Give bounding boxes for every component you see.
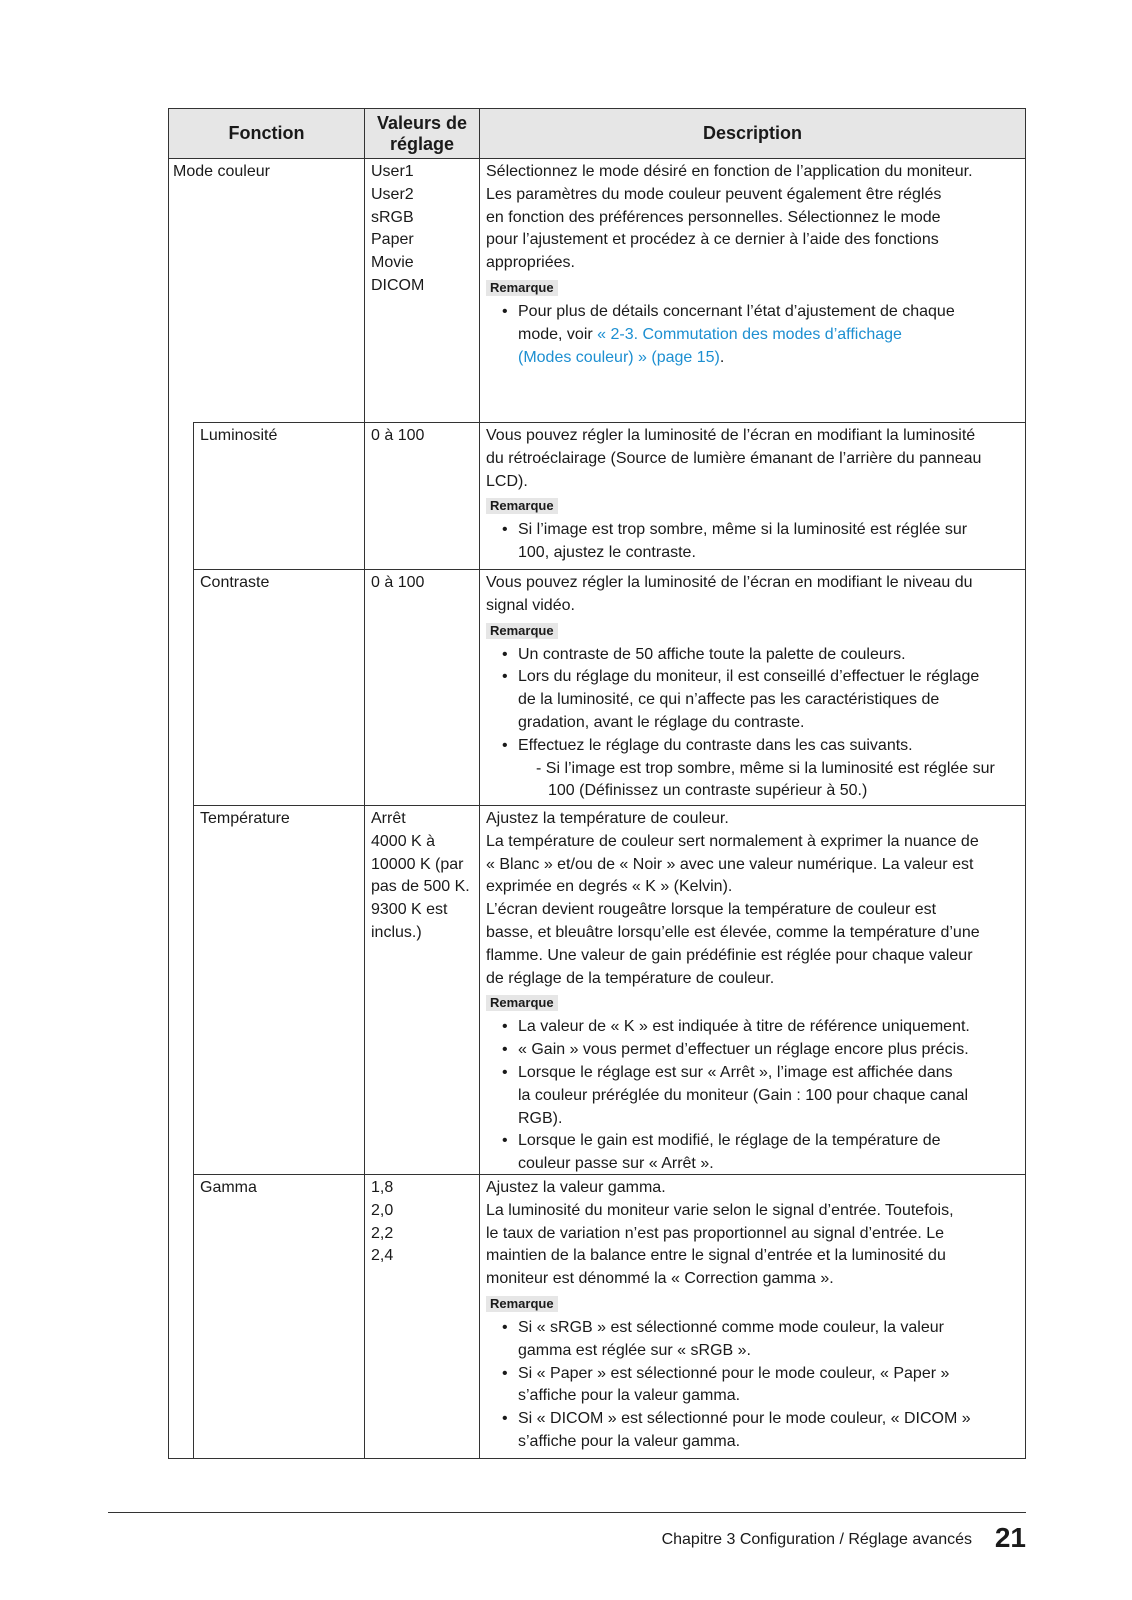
description-cell: Vous pouvez régler la luminosité de l’écran en modifiant la luminosité du rétroéclairage (Source de lumière émanant de l’arrière du panneau LCD). Remarque • Si l’image est trop sombre, même si la luminosité est réglée sur 100, ajustez le contraste. (479, 423, 1025, 569)
list-item: • Si « Paper » est sélectionné pour le mode couleur, « Paper » s’affiche pour la valeur gamma. (502, 1363, 1021, 1409)
values-cell: 1,8 2,0 2,2 2,4 (364, 1175, 479, 1458)
list-item: • Effectuez le réglage du contraste dans les cas suivants. - Si l’image est trop sombre, même si la luminosité est réglée sur 100 (Définissez un contraste supérieur à 50.) (502, 735, 1021, 803)
settings-table (168, 108, 1026, 1459)
description-cell: Ajustez la valeur gamma. La luminosité du moniteur varie selon le signal d’entrée. Toutefois, le taux de variation n’est pas proportionnel au signal d’entrée. Le maintien de la balance entre le signal d’entrée et la luminosité du moniteur est dénommé la « Correction gamma ». Remarque • Si « sRGB » est sélectionné comme mode couleur, la valeur gamma est réglée sur « sRGB ». • Si « Paper » est sélectionné pour le mode couleur, « Paper » s’affiche pour la valeur gamma. • Si « DICOM » est sélectionné pour le mode couleur, « DICOM » s’affiche pour la valeur gamma. (479, 1175, 1025, 1458)
values-cell: User1 User2 sRGB Paper Movie DICOM (364, 159, 479, 422)
header-valeurs: Valeurs de réglage (364, 109, 479, 158)
notes-list (486, 1016, 1021, 1176)
remark-label: Remarque (486, 280, 558, 296)
values-cell: 0 à 100 (364, 423, 479, 569)
remark-label: Remarque (486, 498, 558, 514)
remark-label: Remarque (486, 1296, 558, 1312)
list-item: • Pour plus de détails concernant l’état d’ajustement de chaque mode, voir « 2-3. Commutation des modes d’affichage (Modes couleur) » (page 15). (502, 301, 1021, 369)
values-cell: Arrêt 4000 K à 10000 K (par pas de 500 K. 9300 K est inclus.) (364, 806, 479, 1174)
fonction-cell: Température (193, 806, 364, 1174)
remark-label: Remarque (486, 995, 558, 1011)
crossref-link[interactable]: (Modes couleur) » (page 15) (518, 348, 720, 366)
list-item: • Lors du réglage du moniteur, il est conseillé d’effectuer le réglage de la luminosité, ce qui n’affecte pas les caractéristiques de gradation, avant le réglage du contraste. (502, 666, 1021, 734)
list-item: • « Gain » vous permet d’effectuer un réglage encore plus précis. (502, 1039, 1021, 1062)
description-cell: Sélectionnez le mode désiré en fonction de l’application du moniteur. Les paramètres du mode couleur peuvent également être réglés en fonction des préférences personnelles. Sélectionnez le mode pour l’ajustement et procédez à ce dernier à l’aide des fonctions appropriées. Remarque • Pour plus de détails concernant l’état d’ajustement de chaque mode, voir « 2-3. Commutation des modes d’affichage (Modes couleur) » (page 15). (479, 159, 1025, 422)
remark-label: Remarque (486, 623, 558, 639)
values-cell: 0 à 100 (364, 570, 479, 805)
footer-chapter: Chapitre 3 Configuration / Réglage avancés (661, 1531, 972, 1548)
list-item: • Si « sRGB » est sélectionné comme mode couleur, la valeur gamma est réglée sur « sRGB ». (502, 1317, 1021, 1363)
header-fonction: Fonction (228, 123, 305, 143)
fonction-cell: Mode couleur (173, 163, 270, 180)
sub-note: - Si l’image est trop sombre, même si la luminosité est réglée sur 100 (Définissez un contraste supérieur à 50.) (536, 759, 995, 800)
table-header (169, 109, 1025, 159)
table-row (193, 805, 1025, 1174)
table-row (193, 569, 1025, 805)
description-cell: Vous pouvez régler la luminosité de l’écran en modifiant le niveau du signal vidéo. Remarque • Un contraste de 50 affiche toute la palette de couleurs. • Lors du réglage du moniteur, il est conseillé d’effectuer le réglage de la luminosité, ce qui n’affecte pas les caractéristiques de gradation, avant le réglage du contraste. • Effectuez le réglage du contraste dans les cas suivants. - Si l’image est trop sombre, même si la luminosité est réglée sur 100 (Définissez un contraste supérieur à 50.) (479, 570, 1025, 805)
list-item: • Si l’image est trop sombre, même si la luminosité est réglée sur 100, ajustez le contraste. (502, 519, 1021, 565)
list-item: • Lorsque le réglage est sur « Arrêt », l’image est affichée dans la couleur préréglée du moniteur (Gain : 100 pour chaque canal RGB). (502, 1062, 1021, 1130)
list-item: • La valeur de « K » est indiquée à titre de référence uniquement. (502, 1016, 1021, 1039)
list-item: • Lorsque le gain est modifié, le réglage de la température de couleur passe sur « Arrêt ». (502, 1130, 1021, 1176)
table-row (193, 422, 1025, 569)
page-number: 21 (994, 1522, 1026, 1553)
fonction-cell: Gamma (193, 1175, 364, 1458)
notes-list (486, 1317, 1021, 1454)
fonction-cell: Luminosité (193, 423, 364, 569)
table-row (169, 159, 1025, 422)
notes-list (486, 644, 1021, 804)
description-cell: Ajustez la température de couleur. La température de couleur sert normalement à exprimer la nuance de « Blanc » et/ou de « Noir » avec une valeur numérique. La valeur est exprimée en degrés « K » (Kelvin). L’écran devient rougeâtre lorsque la température de couleur est basse, et bleuâtre lorsqu’elle est élevée, comme la température d’une flamme. Une valeur de gain prédéfinie est réglée pour chaque valeur de réglage de la température de couleur. Remarque • La valeur de « K » est indiquée à titre de référence uniquement. • « Gain » vous permet d’effectuer un réglage encore plus précis. • Lorsque le réglage est sur « Arrêt », l’image est affichée dans la couleur préréglée du moniteur (Gain : 100 pour chaque canal RGB). • Lorsque le gain est modifié, le réglage de la température de couleur passe sur « Arrêt ». (479, 806, 1025, 1174)
fonction-cell: Contraste (193, 570, 364, 805)
notes-list (486, 519, 1021, 565)
list-item: • Si « DICOM » est sélectionné pour le mode couleur, « DICOM » s’affiche pour la valeur gamma. (502, 1408, 1021, 1454)
list-item: • Un contraste de 50 affiche toute la palette de couleurs. (502, 644, 1021, 667)
notes-list (486, 301, 1021, 369)
footer-divider (108, 1512, 1026, 1513)
crossref-link[interactable]: « 2-3. Commutation des modes d’affichage (597, 325, 902, 343)
table-row (193, 1174, 1025, 1458)
header-description: Description (479, 109, 1025, 158)
